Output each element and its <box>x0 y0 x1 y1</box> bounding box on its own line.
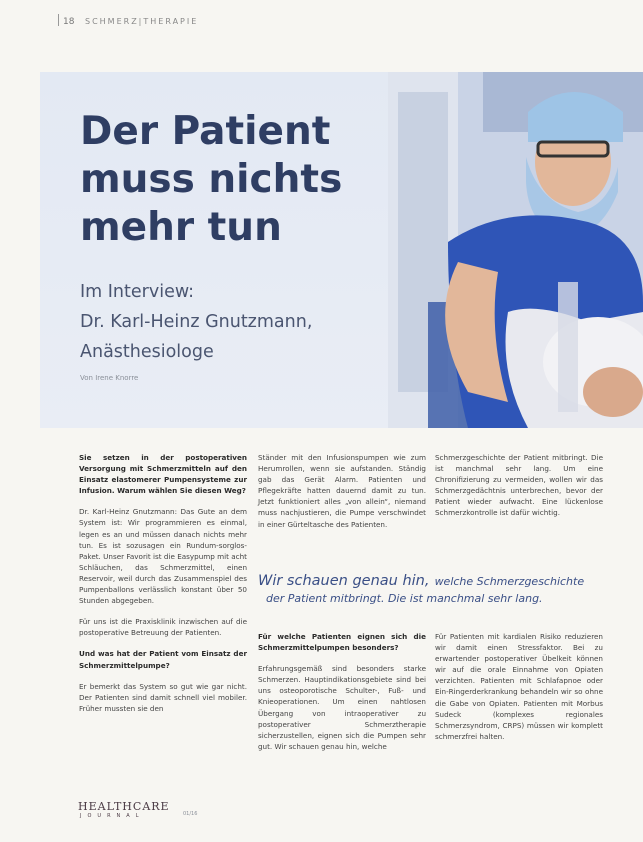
pull-quote-line2: der Patient mitbringt. Die ist manchmal sehr lang. <box>266 592 543 605</box>
subtitle-line: Anästhesiologe <box>80 342 214 362</box>
article-column-2-lower <box>258 631 426 762</box>
publication-logo: HEALTHCARE <box>78 800 170 813</box>
interview-answer: Für Patienten mit kardialen Risiko reduzieren wir damit einen Stressfaktor. Bei zu erwartender postoperativer Übelkeit können wir auf die orale Einnahme von Opiaten verzichten. Patienten mit Schlafapnoe oder Ein-Ringerderkrankung behandeln wir so ohne die Gabe von Opiaten. Patienten mit Morbus Sudeck (komplexes regionales Schmerzsyndrom, CRPS) müssen wir komplett schmerzfrei halten. <box>435 632 603 741</box>
interview-answer: Erfahrungsgemäß sind besonders starke Schmerzen. Hauptindikationsgebiete sind bei uns osteoporotische Schulter-, Fuß- und Knieoperationen. Um einen nahtlosen Übergang von intraoperativer zu postoperativer Schmerztherapie sicherzustellen, eignen sich die Pumpen sehr gut. Wir schauen genau hin, welche <box>258 664 426 751</box>
interview-answer: Schmerzgeschichte der Patient mitbringt. Die ist manchmal sehr lang. Um eine Chronifizierung zu vermeiden, wollen wir das Schmerzgedächtnis unterbrechen, bevor der Patient wieder aufwacht. Eine lückenlose Schmerzkontrolle ist dafür wichtig. <box>435 453 603 518</box>
interview-answer: Für uns ist die Praxisklinik inzwischen auf die postoperative Betreuung der Patienten. <box>79 617 247 638</box>
title-line: muss nichts <box>80 157 343 202</box>
page-number: 18 <box>63 17 75 27</box>
byline: Von Irene Knorre <box>80 374 139 382</box>
title-line: mehr tun <box>80 205 282 250</box>
section-label: SCHMERZ|THERAPIE <box>85 17 199 26</box>
interview-question: Und was hat der Patient vom Einsatz der Schmerzmittelpumpe? <box>79 649 247 670</box>
subtitle-line: Im Interview: <box>80 282 195 302</box>
subtitle-line: Dr. Karl-Heinz Gnutzmann, <box>80 312 313 332</box>
doctor-patient-photo <box>388 72 643 428</box>
interview-answer: Ständer mit den Infusionspumpen wie zum Herumrollen, wenn sie aufstanden. Ständig gab das Gerät Alarm. Patienten und Pflegekräfte hatten dauernd damit zu tun. Jetzt funktioniert alles „von allein“, niemand muss nachjustieren, die Pumpe verschwindet in einer Gürteltasche des Patienten. <box>258 453 426 529</box>
interview-question: Sie setzen in der postoperativen Versorgung mit Schmerzmitteln auf den Einsatz elastomerer Pumpensysteme zur Infusion. Warum wählen Sie diesen Weg? <box>79 453 247 496</box>
interview-answer: Er bemerkt das System so gut wie gar nicht. Der Patienten sind damit schnell viel mobiler. Früher mussten sie den <box>79 681 247 713</box>
title-line: Der Patient <box>80 109 331 154</box>
article-column-3-lower <box>435 631 603 752</box>
article-column-2 <box>258 452 426 540</box>
pull-quote <box>258 570 638 605</box>
article-title <box>80 108 380 252</box>
publication-logo-subline: JOURNAL <box>80 813 145 819</box>
article-column-3 <box>435 452 603 529</box>
pull-quote-lead: Wir schauen genau hin, <box>258 573 430 589</box>
article-subtitle <box>80 277 380 367</box>
pull-quote-rest: welche Schmerzgeschichte <box>434 575 585 588</box>
issue-number: 01/16 <box>183 811 198 817</box>
interview-question: Für welche Patienten eignen sich die Schmerzmittelpumpen besonders? <box>258 632 426 653</box>
interview-answer: Dr. Karl-Heinz Gnutzmann: Das Gute an dem System ist: Wir programmieren es einmal, legen es an und müssen danach nichts mehr tun. Es ist sozusagen ein Rundum-sorglos-Paket. Unser Favorit ist die Easypump mit acht Schläuchen, das Schmerzmittel, einen Reservoir, weil durch das Zusammenspiel des Pumpenballons verlässlich konstant über 50 Stunden abgegeben. <box>79 507 247 606</box>
article-column-1 <box>79 452 247 724</box>
header-divider <box>58 14 59 26</box>
